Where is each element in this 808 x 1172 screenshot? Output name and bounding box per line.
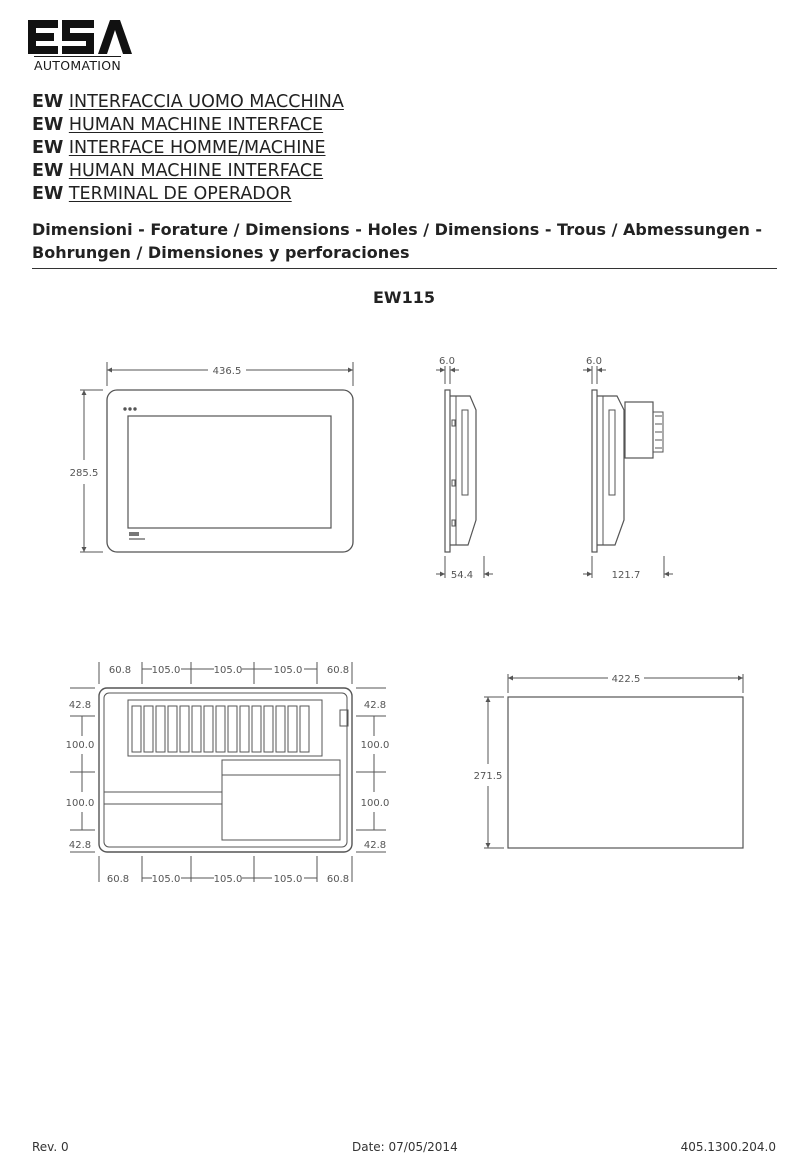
dim-rear-top: 105.0 xyxy=(213,665,243,676)
dim-side1-top: 6.0 xyxy=(439,356,455,367)
dim-rear-left: 42.8 xyxy=(68,840,92,851)
dim-side2-depth: 121.7 xyxy=(611,570,641,581)
dim-rear-right: 42.8 xyxy=(363,840,387,851)
dim-side2-top: 6.0 xyxy=(586,356,602,367)
section-heading: Dimensioni - Forature / Dimensions - Holes / Dimensions - Trous / Abmessungen - Bohrungen / Dimensiones y perforaciones xyxy=(32,218,777,269)
logo-subtitle: AUTOMATION xyxy=(34,58,122,73)
dim-rear-right: 42.8 xyxy=(363,700,387,711)
dim-cutout-height: 271.5 xyxy=(473,771,503,782)
panel-cutout xyxy=(484,674,743,848)
dim-rear-right: 100.0 xyxy=(360,798,390,809)
dim-rear-left: 100.0 xyxy=(65,740,95,751)
dim-rear-bottom: 105.0 xyxy=(213,874,243,885)
side-view-2 xyxy=(583,366,673,578)
dim-front-height: 285.5 xyxy=(69,468,99,479)
title-line: EW HUMAN MACHINE INTERFACE xyxy=(32,115,324,135)
dim-front-width: 436.5 xyxy=(212,366,242,377)
dim-rear-bottom: 105.0 xyxy=(273,874,303,885)
dim-rear-left: 42.8 xyxy=(68,700,92,711)
dim-rear-top: 105.0 xyxy=(273,665,303,676)
side-view-1 xyxy=(436,366,493,578)
dim-rear-right: 100.0 xyxy=(360,740,390,751)
dim-rear-top: 60.8 xyxy=(326,665,350,676)
dim-rear-bottom: 60.8 xyxy=(326,874,350,885)
dim-rear-bottom: 60.8 xyxy=(106,874,130,885)
title-line: EW INTERFACCIA UOMO MACCHINA xyxy=(32,92,344,112)
footer-code: 405.1300.204.0 xyxy=(680,1140,776,1154)
dim-side1-depth: 54.4 xyxy=(450,570,474,581)
dim-rear-left: 100.0 xyxy=(65,798,95,809)
dim-cutout-width: 422.5 xyxy=(611,674,641,685)
dim-rear-bottom: 105.0 xyxy=(151,874,181,885)
dim-rear-top: 60.8 xyxy=(108,665,132,676)
model-name: EW115 xyxy=(373,288,435,307)
dim-rear-top: 105.0 xyxy=(151,665,181,676)
title-line: EW TERMINAL DE OPERADOR xyxy=(32,184,292,204)
title-line: EW INTERFACE HOMME/MACHINE xyxy=(32,138,326,158)
front-view xyxy=(80,362,353,552)
rear-view xyxy=(70,662,386,882)
title-line: EW HUMAN MACHINE INTERFACE xyxy=(32,161,324,181)
footer-date: Date: 07/05/2014 xyxy=(352,1140,458,1154)
footer-rev: Rev. 0 xyxy=(32,1140,69,1154)
